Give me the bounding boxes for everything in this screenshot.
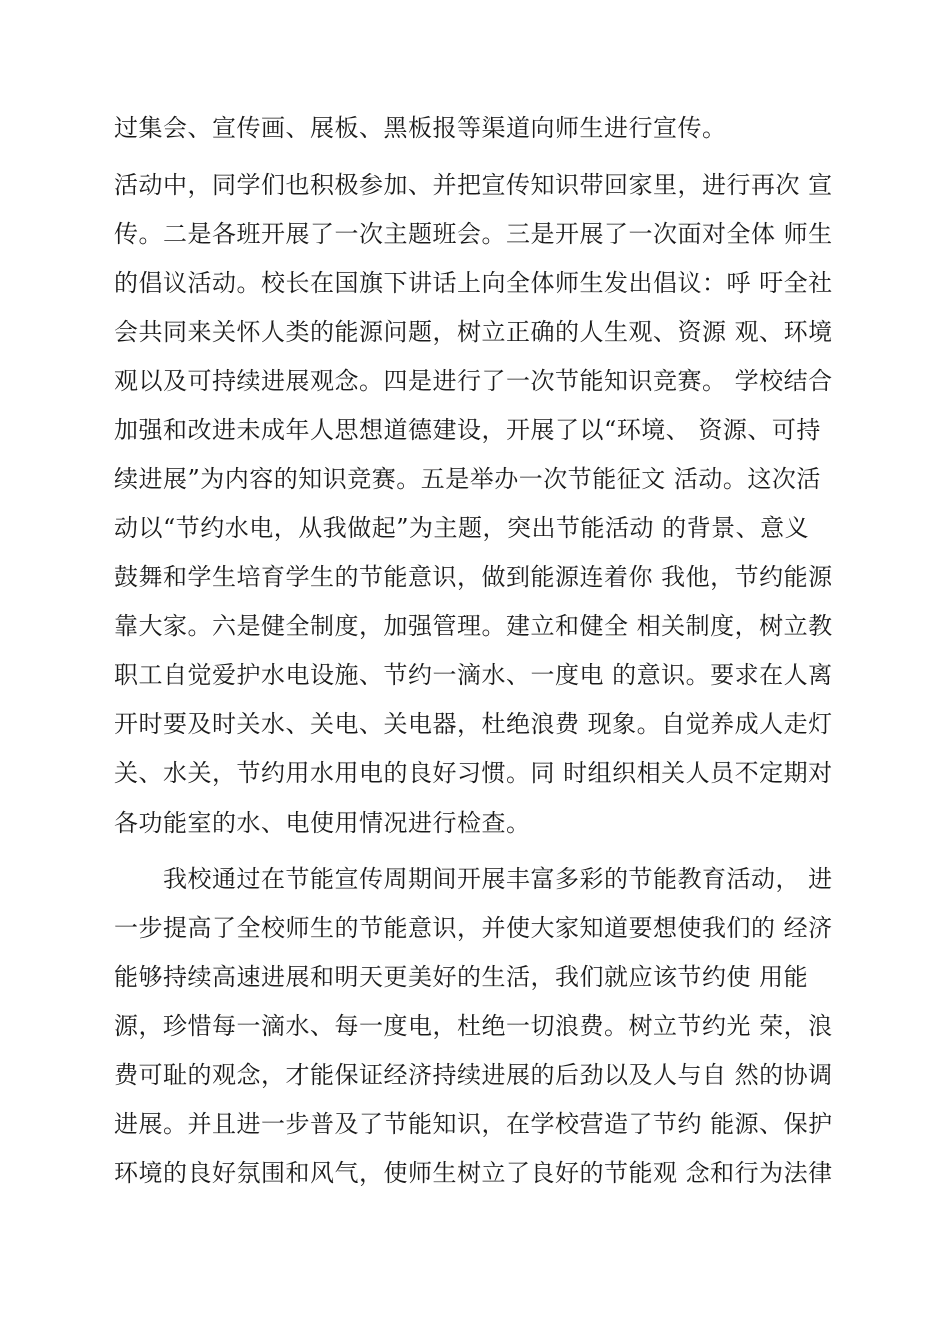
text-line: 职工自觉爱护水电设施、节约一滴水、一度电 的意识。要求在人离 — [114, 661, 833, 689]
text-line: 一步提高了全校师生的节能意识，并使大家知道要想使我们的 经济 — [114, 914, 833, 942]
text-line: 能够持续高速进展和明天更美好的生活，我们就应该节约使 用能 — [114, 963, 809, 991]
text-line: 费可耻的观念，才能保证经济持续进展的后劲以及人与自 然的协调 — [114, 1061, 833, 1089]
paragraph-first-line: 我校通过在节能宣传周期间开展丰富多彩的节能教育活动， 进 — [114, 865, 833, 893]
text-line: 靠大家。六是健全制度，加强管理。建立和健全 相关制度，树立教 — [114, 612, 833, 640]
text-line: 活动中，同学们也积极参加、并把宣传知识带回家里，进行再次 宣 — [114, 171, 833, 199]
text-line: 动以“节约水电，从我做起”为主题，突出节能活动 的背景、意义 — [114, 514, 810, 542]
text-line: 传。二是各班开展了一次主题班会。三是开展了一次面对全体 师生 — [114, 220, 833, 248]
text-line: 加强和改进未成年人思想道德建设，开展了以“环境、 资源、可持 — [114, 416, 821, 444]
text-line: 鼓舞和学生培育学生的节能意识，做到能源连着你 我他，节约能源 — [114, 563, 833, 591]
text-line: 关、水关，节约用水用电的良好习惯。同 时组织相关人员不定期对 — [114, 759, 833, 787]
text-line: 开时要及时关水、关电、关电器，杜绝浪费 现象。自觉养成人走灯 — [114, 710, 833, 738]
text-line: 续进展”为内容的知识竞赛。五是举办一次节能征文 活动。这次活 — [114, 465, 821, 493]
text-line: 各功能室的水、电使用情况进行检查。 — [114, 809, 531, 837]
text-line: 进展。并且进一步普及了节能知识，在学校营造了节约 能源、保护 — [114, 1110, 833, 1138]
text-line: 会共同来关怀人类的能源问题，树立正确的人生观、资源 观、环境 — [114, 318, 833, 346]
text-line: 观以及可持续进展观念。四是进行了一次节能知识竞赛。 学校结合 — [114, 367, 833, 395]
text-line: 过集会、宣传画、展板、黑板报等渠道向师生进行宣传。 — [114, 114, 727, 142]
text-line: 环境的良好氛围和风气，使师生树立了良好的节能观 念和行为法律 — [114, 1159, 833, 1187]
text-line: 的倡议活动。校长在国旗下讲话上向全体师生发出倡议：呼 吁全社 — [114, 269, 833, 297]
text-line: 源，珍惜每一滴水、每一度电，杜绝一切浪费。树立节约光 荣，浪 — [114, 1012, 833, 1040]
